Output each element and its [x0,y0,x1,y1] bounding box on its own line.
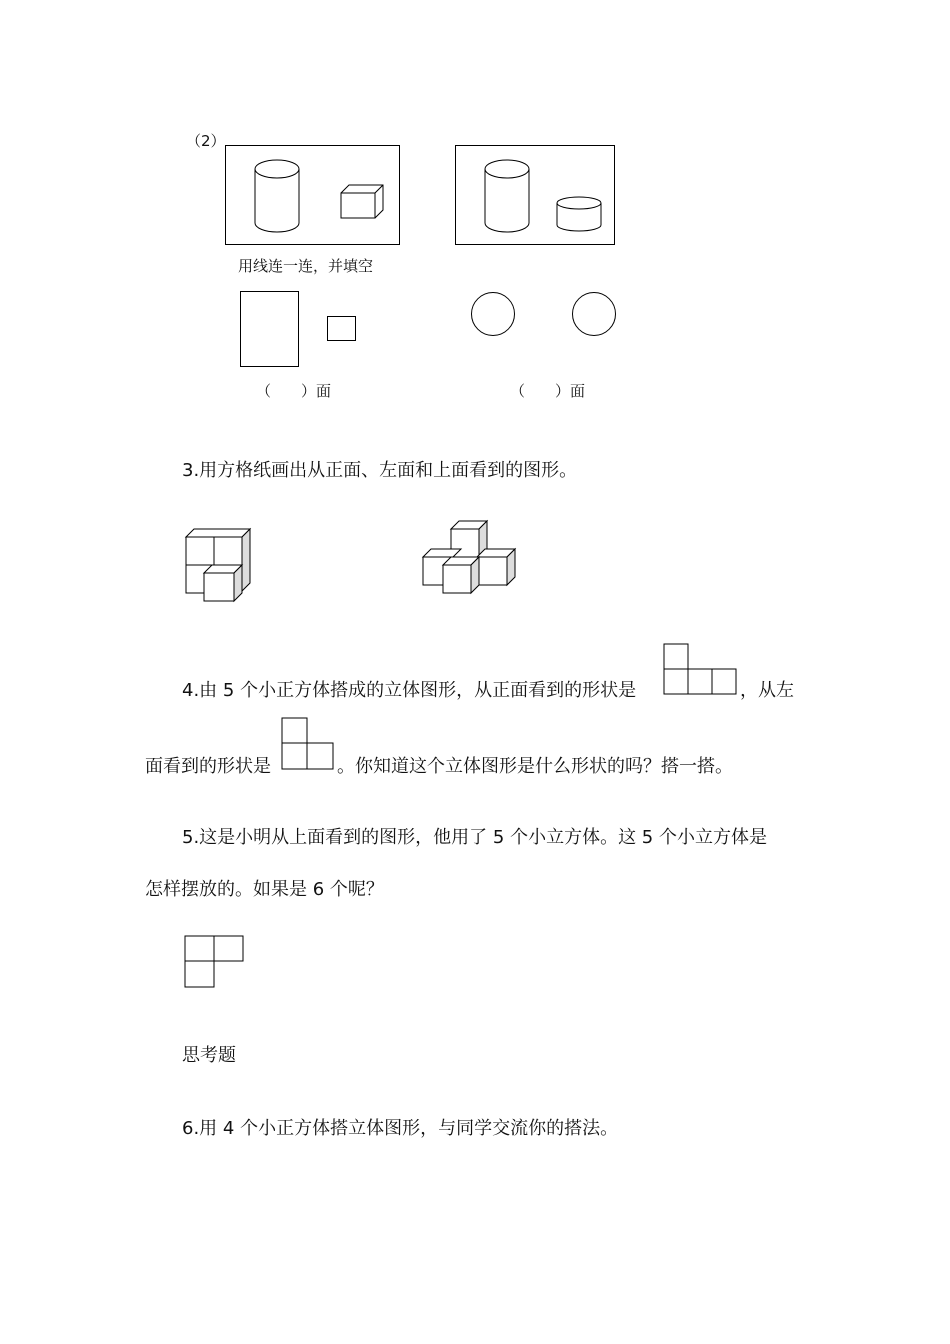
answer-blank-left: （ ）面 [256,382,332,400]
question-4-line2-a: 面看到的形状是 [145,756,271,777]
left-view-shape [281,717,335,771]
cube-stack-left [184,527,254,605]
question-4-line2-b: 。你知道这个立体图形是什么形状的吗？搭一搭。 [337,756,733,777]
question-3: 3.用方格纸画出从正面、左面和上面看到的图形。 [182,460,578,481]
answer-blank-right: （ ）面 [510,382,586,400]
question-4-line1-b: ，从左 [740,680,794,701]
thinking-title: 思考题 [182,1045,236,1066]
question-4-line1-a: 4.由 5 个小正方体搭成的立体图形，从正面看到的形状是 [182,680,637,701]
figure-cylinder-cuboid [225,145,400,246]
question-5-line2: 怎样摆放的。如果是 6 个呢？ [145,879,384,900]
front-view-shape [663,643,739,695]
question-6: 6.用 4 个小正方体搭立体图形，与同学交流你的搭法。 [182,1118,619,1139]
view-rectangle-large [240,291,300,368]
cube-stack-right [420,519,520,597]
part2-instruction: 用线连一连，并填空 [238,257,374,275]
top-view-shape [184,935,246,989]
view-rectangle-small [327,316,357,342]
view-circle-left [470,291,516,337]
part-label: （2） [186,132,226,150]
question-5-line1: 5.这是小明从上面看到的图形，他用了 5 个小立方体。这 5 个小立方体是 [182,827,767,848]
figure-two-cylinders [455,145,615,246]
view-circle-right [571,291,617,337]
